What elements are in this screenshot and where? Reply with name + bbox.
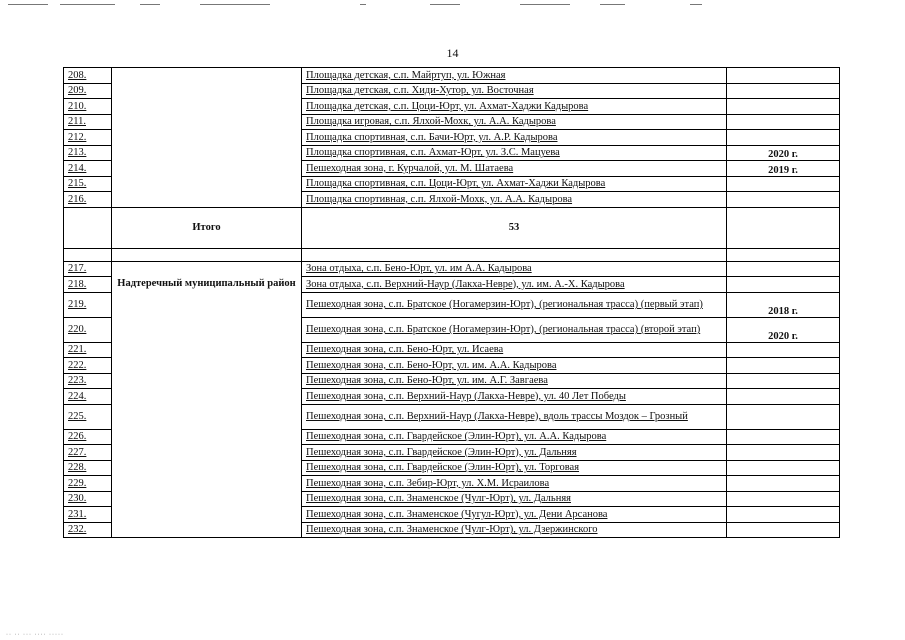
object-description: Площадка игровая, с.п. Ялхой-Мохк, ул. А.А. Кадырова	[302, 114, 727, 130]
table-section-top	[64, 68, 840, 208]
object-description: Пешеходная зона, г. Курчалой, ул. М. Шатаева	[302, 161, 727, 177]
object-description: Пешеходная зона, с.п. Знаменское (Чулг-Юрт), ул. Дальняя	[302, 491, 727, 507]
object-description: Зона отдыха, с.п. Верхний-Наур (Лакха-Невре), ул. им. А.-Х. Кадырова	[302, 277, 727, 293]
object-description: Площадка детская, с.п. Хиди-Хутор, ул. Восточная	[302, 83, 727, 99]
completion-year	[727, 261, 840, 277]
object-description: Пешеходная зона, с.п. Верхний-Наур (Лакха-Невре), вдоль трассы Моздок – Грозный	[302, 404, 727, 429]
row-number: 226.	[64, 429, 112, 445]
completion-year	[727, 373, 840, 389]
completion-year	[727, 277, 840, 293]
table-row	[64, 261, 840, 277]
row-number: 223.	[64, 373, 112, 389]
object-description: Пешеходная зона, с.п. Бено-Юрт, ул. Исаева	[302, 342, 727, 358]
page-number: 14	[446, 46, 459, 60]
object-description: Площадка детская, с.п. Майртуп, ул. Южная	[302, 68, 727, 84]
total-value: 53	[302, 207, 727, 248]
row-number: 214.	[64, 161, 112, 177]
blank-cell	[112, 248, 302, 261]
completion-year	[727, 99, 840, 115]
object-description: Пешеходная зона, с.п. Бено-Юрт, ул. им. А.А. Кадырова	[302, 358, 727, 374]
completion-year: 2019 г.	[727, 161, 840, 177]
district-cell-empty	[112, 68, 302, 208]
row-number: 211.	[64, 114, 112, 130]
objects-table	[63, 67, 840, 538]
completion-year: 2020 г.	[727, 317, 840, 342]
blank-cell	[727, 248, 840, 261]
table-total-section	[64, 207, 840, 261]
object-description: Пешеходная зона, с.п. Знаменское (Чулг-Юрт), ул. Дзержинского	[302, 522, 727, 538]
completion-year: 2018 г.	[727, 292, 840, 317]
object-description: Пешеходная зона, с.п. Бено-Юрт, ул. им. А.Г. Завгаева	[302, 373, 727, 389]
object-description: Площадка спортивная, с.п. Цоци-Юрт, ул. Ахмат-Хаджи Кадырова	[302, 176, 727, 192]
row-number: 224.	[64, 389, 112, 405]
completion-year	[727, 192, 840, 208]
object-description: Пешеходная зона, с.п. Гвардейское (Элин-Юрт), ул. Дальняя	[302, 445, 727, 461]
table-row	[64, 68, 840, 84]
object-description: Зона отдыха, с.п. Бено-Юрт, ул. им А.А. Кадырова	[302, 261, 727, 277]
blank-cell	[302, 248, 727, 261]
row-number: 209.	[64, 83, 112, 99]
row-number: 217.	[64, 261, 112, 277]
row-number: 213.	[64, 145, 112, 161]
total-num-cell	[64, 207, 112, 248]
row-number: 227.	[64, 445, 112, 461]
blank-cell	[64, 248, 112, 261]
object-description: Пешеходная зона, с.п. Зебир-Юрт, ул. Х.М. Исраилова	[302, 476, 727, 492]
object-description: Площадка спортивная, с.п. Ахмат-Юрт, ул. З.С. Мацуева	[302, 145, 727, 161]
total-year-cell	[727, 207, 840, 248]
row-number: 231.	[64, 507, 112, 523]
row-number: 220.	[64, 317, 112, 342]
completion-year	[727, 404, 840, 429]
row-number: 229.	[64, 476, 112, 492]
district-label: Надтеречный муниципальный район	[117, 277, 296, 289]
row-number: 208.	[64, 68, 112, 84]
object-description: Площадка спортивная, с.п. Ялхой-Мохк, ул. А.А. Кадырова	[302, 192, 727, 208]
completion-year	[727, 491, 840, 507]
object-description: Пешеходная зона, с.п. Верхний-Наур (Лакха-Невре), ул. 40 Лет Победы	[302, 389, 727, 405]
completion-year	[727, 83, 840, 99]
row-number: 222.	[64, 358, 112, 374]
object-description: Пешеходная зона, с.п. Гвардейское (Элин-Юрт), ул. Торговая	[302, 460, 727, 476]
object-description: Площадка детская, с.п. Цоци-Юрт, ул. Ахмат-Хаджи Кадырова	[302, 99, 727, 115]
completion-year	[727, 429, 840, 445]
completion-year	[727, 130, 840, 146]
row-number: 225.	[64, 404, 112, 429]
row-number: 219.	[64, 292, 112, 317]
object-description: Пешеходная зона, с.п. Братское (Ногамерзин-Юрт), (региональная трасса) (первый этап)	[302, 292, 727, 317]
object-description: Пешеходная зона, с.п. Знаменское (Чугул-Юрт), ул. Дени Арсанова	[302, 507, 727, 523]
row-number: 232.	[64, 522, 112, 538]
scan-noise-bottom: ·· ·· ··· ···· ·····	[6, 632, 64, 638]
table-section-bottom	[64, 261, 840, 538]
completion-year: 2020 г.	[727, 145, 840, 161]
row-number: 228.	[64, 460, 112, 476]
district-cell	[112, 261, 302, 538]
completion-year	[727, 358, 840, 374]
object-description: Площадка спортивная, с.п. Бачи-Юрт, ул. А.Р. Кадырова	[302, 130, 727, 146]
row-number: 218.	[64, 277, 112, 293]
completion-year	[727, 445, 840, 461]
completion-year	[727, 522, 840, 538]
row-number: 210.	[64, 99, 112, 115]
completion-year	[727, 460, 840, 476]
total-row	[64, 207, 840, 248]
row-number: 215.	[64, 176, 112, 192]
scan-noise-top	[0, 4, 905, 10]
completion-year	[727, 476, 840, 492]
object-description: Пешеходная зона, с.п. Братское (Ногамерзин-Юрт), (региональная трасса) (второй этап)	[302, 317, 727, 342]
row-number: 212.	[64, 130, 112, 146]
completion-year	[727, 68, 840, 84]
completion-year	[727, 342, 840, 358]
completion-year	[727, 114, 840, 130]
row-number: 230.	[64, 491, 112, 507]
completion-year	[727, 507, 840, 523]
total-label: Итого	[112, 207, 302, 248]
row-number: 221.	[64, 342, 112, 358]
completion-year	[727, 176, 840, 192]
completion-year	[727, 389, 840, 405]
blank-row	[64, 248, 840, 261]
object-description: Пешеходная зона, с.п. Гвардейское (Элин-Юрт), ул. А.А. Кадырова	[302, 429, 727, 445]
row-number: 216.	[64, 192, 112, 208]
